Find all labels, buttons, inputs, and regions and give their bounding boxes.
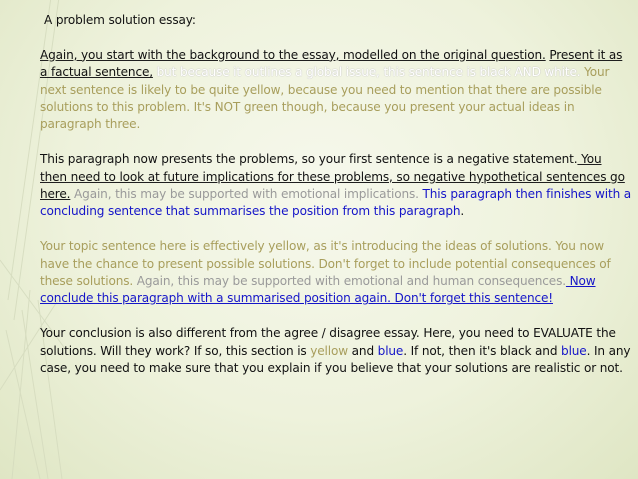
- p4-blue-word: blue: [377, 343, 404, 358]
- p4-sentence-3: . In any case, you need to make sure that you explain if you believe that your solutions are realistic or not.: [40, 343, 631, 376]
- paragraph-solutions: [40, 238, 632, 308]
- p4-and: and: [347, 343, 378, 358]
- paragraph-problems: [40, 151, 632, 221]
- p4-blue-word-2: blue: [561, 343, 587, 358]
- title-text: A problem solution essay:: [44, 13, 196, 27]
- p2-sentence-3: Again, this may be supported with emotional implications.: [70, 187, 419, 202]
- p1-sentence-1: Again, you start with the background to the essay, modelled on the original question.: [40, 47, 546, 62]
- p1-sentence-2: Present it as a factual sentence,: [40, 47, 623, 80]
- essay-guide-text: [40, 12, 632, 395]
- p4-sentence-2: . If not, then it's black and: [403, 343, 562, 358]
- p4-sentence-1: Your conclusion is also different from the agree / disagree essay. Here, you need to EVALUATE the solutions. Will they work? If so, this section is: [40, 326, 616, 358]
- p1-sentence-3: but because it outlines a global issue, this sentence is black AND white.: [152, 65, 581, 80]
- p3-sentence-2: Again, this may be supported with emotional and human consequences.: [133, 274, 566, 289]
- paragraph-conclusion: [40, 325, 632, 377]
- p2-sentence-2: You then need to look at future implications for these problems, so negative hypothetical sentences go here.: [40, 152, 625, 202]
- p1-sentence-4: Your next sentence is likely to be quite yellow, because you need to mention that there are possible solutions to this problem. It's NOT green though, because you present your actual ideas in paragraph three.: [40, 65, 610, 132]
- p2-sentence-1: This paragraph now presents the problems, so your first sentence is a negative statement.: [40, 152, 578, 167]
- slide-title: [40, 12, 632, 29]
- p2-period: .: [460, 204, 465, 219]
- p3-sentence-3: Now conclude this paragraph with a summarised position again. Don't forget this sentence!: [40, 274, 596, 306]
- p4-yellow-word: yellow: [310, 343, 348, 358]
- p2-sentence-4: This paragraph then finishes with a concluding sentence that summarises the position from this paragraph: [40, 187, 632, 219]
- p3-sentence-1: Your topic sentence here is effectively yellow, as it's introducing the ideas of solutions. You now have the chance to present possible solutions. Don't forget to include potential consequences of these solutions.: [40, 239, 611, 289]
- paragraph-background: [40, 47, 632, 134]
